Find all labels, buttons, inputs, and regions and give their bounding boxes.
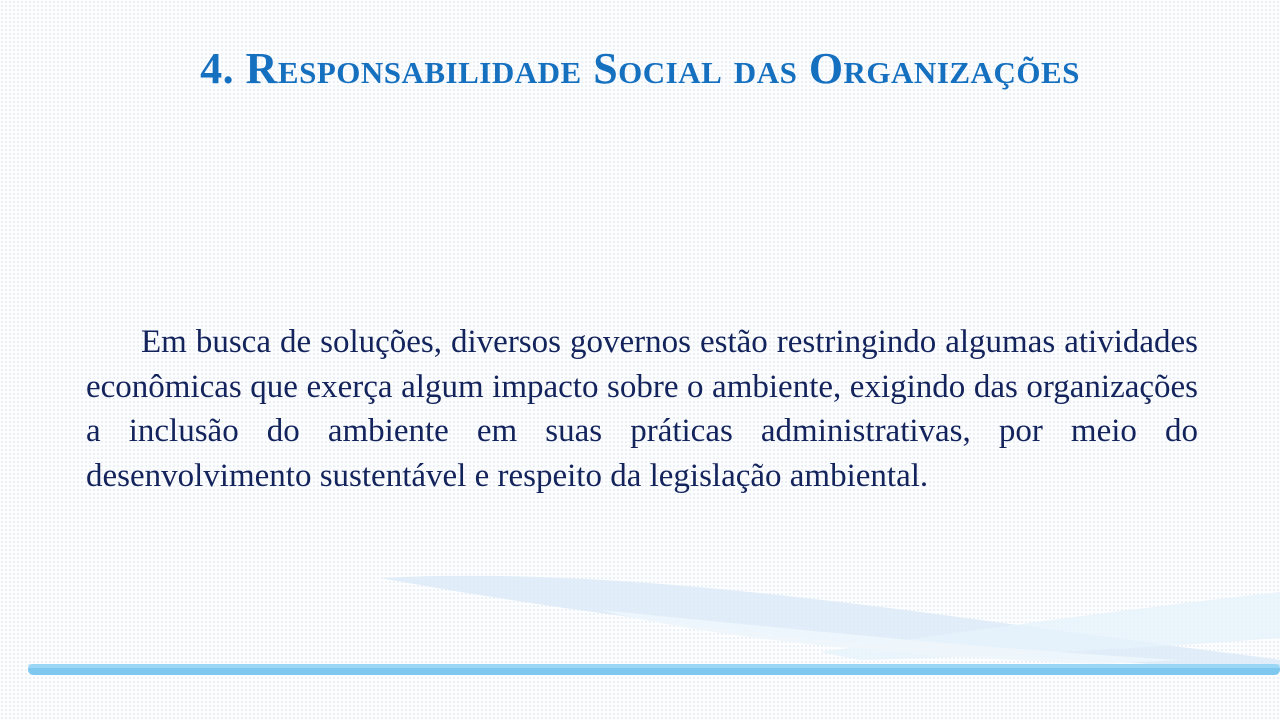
decorative-wave-footer bbox=[0, 560, 1280, 720]
body-paragraph: Em busca de soluções, diversos governos estão restringindo algumas atividades econômicas que exerça algum impacto sobre o ambiente, exigindo das organizações a inclusão do ambiente em suas práticas administrativas, por meio do desenvolvimento sustentável e respeito da legislação ambiental. bbox=[86, 324, 1198, 494]
slide-title: 4. Responsabilidade Social das Organizações bbox=[200, 44, 1080, 93]
accent-bar-highlight bbox=[28, 664, 1280, 668]
